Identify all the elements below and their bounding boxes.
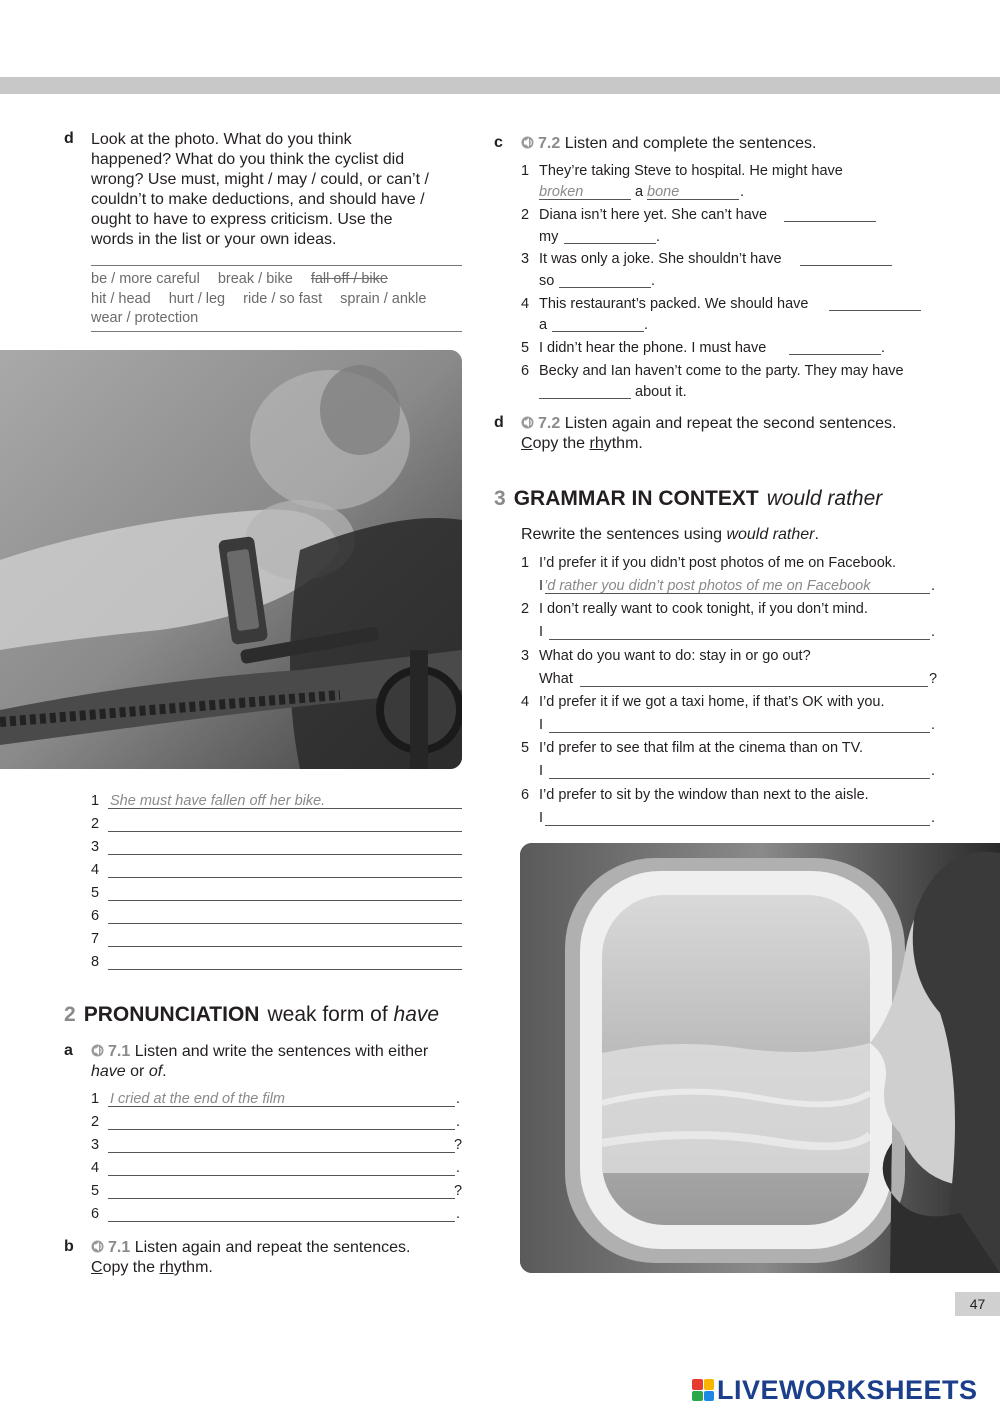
- exercise-label-a: a: [64, 1042, 73, 1059]
- exercise-label-b: b: [64, 1238, 74, 1255]
- prompt-sentence: I’d prefer to see that film at the cinema than on TV.: [539, 740, 864, 756]
- line-punctuation: ?: [929, 671, 938, 687]
- item-number: 2: [91, 816, 100, 832]
- answer-start: I: [539, 810, 544, 826]
- instruction-text: .: [814, 526, 819, 543]
- exercise-d-instruction: [91, 130, 471, 250]
- answer-line[interactable]: [552, 331, 644, 332]
- liveworksheets-watermark: [692, 1374, 978, 1406]
- example-answer: She must have fallen off her bike.: [110, 793, 326, 809]
- word-chip: wear / protection: [91, 310, 199, 326]
- instruction-line: ought to have to express criticism. Use the: [91, 211, 393, 228]
- answer-line[interactable]: [580, 686, 928, 687]
- sentence-text: a: [635, 184, 644, 200]
- instruction-italic: have: [91, 1063, 126, 1080]
- answer-line[interactable]: [108, 946, 462, 947]
- line-punctuation: .: [931, 578, 936, 594]
- logo-square: [704, 1379, 715, 1390]
- exercise-label-c: c: [494, 134, 503, 151]
- answer-line[interactable]: [539, 398, 631, 399]
- word-chip: ride / so fast: [243, 290, 323, 307]
- answer-line[interactable]: [108, 1129, 455, 1130]
- exercise-label-d: d: [64, 130, 74, 147]
- section-2-heading: [64, 1003, 439, 1027]
- word-chip: hurt / leg: [168, 290, 226, 307]
- sentence-text: Becky and Ian haven’t come to the party. They may have: [539, 363, 904, 379]
- item-number: 1: [91, 793, 100, 809]
- answer-line[interactable]: [108, 1221, 455, 1222]
- item-number: 5: [91, 1183, 100, 1199]
- section-title: GRAMMAR IN CONTEXT: [513, 487, 759, 510]
- audio-track-number: 7.1: [108, 1239, 131, 1256]
- audio-icon[interactable]: [91, 1044, 106, 1057]
- answer-line[interactable]: [108, 1198, 455, 1199]
- item-number: 4: [91, 1160, 100, 1176]
- exercise-3-instruction: [521, 525, 961, 545]
- prompt-sentence: What do you want to do: stay in or go out?: [539, 648, 811, 664]
- instruction-text: opy the: [532, 435, 590, 452]
- instruction-line: words in the list or your own ideas.: [91, 231, 337, 248]
- item-number: 6: [521, 363, 530, 379]
- item-number: 1: [91, 1091, 100, 1107]
- answer-line[interactable]: [108, 923, 462, 924]
- line-punctuation: .: [651, 273, 656, 289]
- section-title: PRONUNCIATION: [83, 1003, 260, 1026]
- exercise-c-instruction: [521, 134, 961, 154]
- line-punctuation: .: [931, 810, 936, 826]
- answer-line[interactable]: [545, 825, 930, 826]
- instruction-line: Look at the photo. What do you think: [91, 131, 352, 148]
- stressed-syllable: C: [521, 435, 533, 452]
- line-punctuation: .: [931, 624, 936, 640]
- liveworksheets-logo-icon: [692, 1379, 714, 1401]
- instruction-line: Listen again and repeat the second sentences.: [564, 415, 897, 432]
- sentence-text: my: [539, 229, 559, 245]
- section-number: 2: [64, 1003, 76, 1026]
- instruction-text: or: [125, 1063, 149, 1080]
- item-number: 8: [91, 954, 100, 970]
- sentence-text: It was only a joke. She shouldn’t have: [539, 251, 782, 267]
- item-number: 3: [91, 1137, 100, 1153]
- audio-track-number: 7.2: [538, 415, 561, 432]
- item-number: 4: [521, 296, 530, 312]
- instruction-italic: would rather: [726, 526, 815, 543]
- answer-start: I: [539, 717, 544, 733]
- instruction-text: ythm.: [603, 435, 643, 452]
- sentence-text: Diana isn’t here yet. She can’t have: [539, 207, 768, 223]
- example-answer: broken: [539, 184, 584, 200]
- line-punctuation: .: [740, 184, 745, 200]
- item-number: 3: [521, 251, 530, 267]
- item-number: 3: [91, 839, 100, 855]
- audio-icon[interactable]: [521, 136, 536, 149]
- prompt-sentence: I’d prefer it if we got a taxi home, if that’s OK with you.: [539, 694, 885, 710]
- line-punctuation: .: [881, 340, 886, 356]
- logo-square: [692, 1379, 703, 1390]
- line-punctuation: .: [931, 717, 936, 733]
- answer-line[interactable]: [800, 265, 892, 266]
- answer-line[interactable]: [789, 354, 881, 355]
- item-number: 5: [521, 340, 530, 356]
- audio-icon[interactable]: [91, 1240, 106, 1253]
- line-punctuation: ?: [454, 1137, 463, 1153]
- item-number: 4: [91, 862, 100, 878]
- top-banner: [0, 77, 1000, 94]
- instruction-text: Rewrite the sentences using: [521, 526, 727, 543]
- item-number: 2: [91, 1114, 100, 1130]
- answer-line[interactable]: [108, 969, 462, 970]
- instruction-line: Listen and write the sentences with either: [134, 1043, 429, 1060]
- item-number: 3: [521, 648, 530, 664]
- line-punctuation: .: [456, 1206, 461, 1222]
- page-number: 47: [955, 1292, 1000, 1316]
- example-answer: bone: [647, 184, 680, 200]
- section-subtitle-italic: would rather: [766, 487, 883, 510]
- item-number: 5: [521, 740, 530, 756]
- line-punctuation: ?: [454, 1183, 463, 1199]
- item-number: 4: [521, 694, 530, 710]
- audio-icon[interactable]: [521, 416, 536, 429]
- word-chip: hit / head: [91, 290, 151, 307]
- exercise-label-d2: d: [494, 414, 504, 431]
- instruction-text: opy the: [102, 1259, 160, 1276]
- logo-square: [704, 1391, 715, 1402]
- item-number: 7: [91, 931, 100, 947]
- sentence-text: This restaurant’s packed. We should have: [539, 296, 809, 312]
- item-number: 6: [521, 787, 530, 803]
- item-number: 6: [91, 908, 100, 924]
- item-number: 1: [521, 555, 530, 571]
- exercise-2a-instruction: [91, 1042, 471, 1082]
- word-list-box: [91, 265, 462, 332]
- item-number: 2: [521, 207, 530, 223]
- line-punctuation: .: [456, 1091, 461, 1107]
- answer-line[interactable]: [108, 831, 462, 832]
- answer-start: I: [539, 624, 544, 640]
- item-number: 6: [91, 1206, 100, 1222]
- exercise-d2-instruction: [521, 414, 961, 454]
- sentence-text: a: [539, 317, 548, 333]
- answer-line[interactable]: [549, 778, 930, 779]
- example-answer: I cried at the end of the film: [110, 1091, 285, 1107]
- section-subtitle: weak form of: [267, 1003, 388, 1026]
- instruction-text: ythm.: [173, 1259, 213, 1276]
- line-punctuation: .: [456, 1160, 461, 1176]
- answer-line[interactable]: [108, 877, 462, 878]
- stressed-syllable: C: [91, 1259, 103, 1276]
- airplane-window-photo: [520, 843, 1000, 1273]
- answer-line[interactable]: [564, 243, 656, 244]
- instruction-line: wrong? Use must, might / may / could, or can’t /: [91, 171, 429, 188]
- sentence-text: about it.: [635, 384, 687, 400]
- stressed-syllable: rh: [589, 435, 604, 452]
- answer-start: What: [539, 671, 573, 687]
- section-number: 3: [494, 487, 506, 510]
- sentence-text: I didn’t hear the phone. I must have: [539, 340, 767, 356]
- stressed-syllable: rh: [159, 1259, 174, 1276]
- answer-start: I: [539, 763, 544, 779]
- word-chip-used: fall off / bike: [310, 271, 388, 287]
- item-number: 1: [521, 163, 530, 179]
- answer-line[interactable]: [549, 732, 930, 733]
- line-punctuation: .: [656, 229, 661, 245]
- line-punctuation: .: [931, 763, 936, 779]
- audio-track-number: 7.1: [108, 1043, 131, 1060]
- instruction-italic: of: [148, 1063, 163, 1080]
- instruction-line: happened? What do you think the cyclist did: [91, 151, 405, 168]
- instruction-line: Listen and complete the sentences.: [564, 135, 817, 152]
- answer-line[interactable]: [108, 1175, 455, 1176]
- example-answer: ’d rather you didn’t post photos of me on Facebook: [544, 578, 871, 594]
- sentence-text: so: [539, 273, 555, 289]
- exercise-2b-instruction: [91, 1238, 471, 1278]
- sentence-text: They’re taking Steve to hospital. He might have: [539, 163, 843, 179]
- instruction-line: couldn’t to make deductions, and should have /: [91, 191, 425, 208]
- word-chip: be / more careful: [91, 271, 200, 287]
- section-3-heading: [494, 487, 882, 511]
- answer-line[interactable]: [108, 854, 462, 855]
- prompt-sentence: I’d prefer to sit by the window than next to the aisle.: [539, 787, 869, 803]
- answer-line[interactable]: [108, 1152, 455, 1153]
- instruction-text: .: [162, 1063, 167, 1080]
- answer-start: I: [539, 578, 544, 594]
- answer-line[interactable]: [549, 639, 930, 640]
- cyclist-photo: [0, 350, 462, 769]
- word-chip: sprain / ankle: [340, 290, 427, 307]
- line-punctuation: .: [644, 317, 649, 333]
- airplane-window-illustration: [520, 843, 1000, 1273]
- prompt-sentence: I’d prefer it if you didn’t post photos of me on Facebook.: [539, 555, 897, 571]
- answer-line[interactable]: [108, 900, 462, 901]
- word-chip: break / bike: [217, 271, 293, 287]
- answer-line[interactable]: [784, 221, 876, 222]
- instruction-line: Listen again and repeat the sentences.: [134, 1239, 411, 1256]
- audio-track-number: 7.2: [538, 135, 561, 152]
- brand-name: LIVEWORKSHEETS: [717, 1374, 978, 1405]
- item-number: 2: [521, 601, 530, 617]
- item-number: 5: [91, 885, 100, 901]
- answer-line[interactable]: [829, 310, 921, 311]
- section-subtitle-italic: have: [393, 1003, 440, 1026]
- cyclist-photo-illustration: [0, 350, 462, 769]
- line-punctuation: .: [456, 1114, 461, 1130]
- prompt-sentence: I don’t really want to cook tonight, if you don’t mind.: [539, 601, 868, 617]
- logo-square: [692, 1391, 703, 1402]
- answer-line[interactable]: [559, 287, 651, 288]
